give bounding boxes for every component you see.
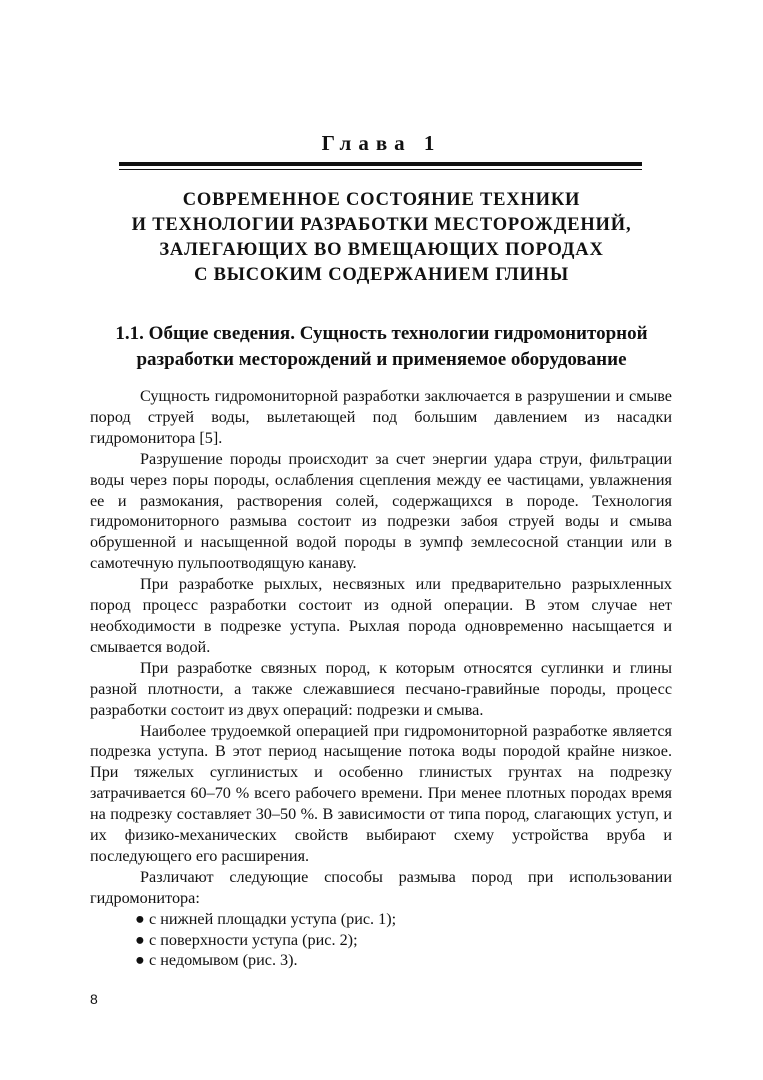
chapter-title-line: С ВЫСОКИМ СОДЕРЖАНИЕМ ГЛИНЫ — [194, 265, 569, 285]
list-item — [90, 950, 672, 971]
chapter-title — [60, 188, 703, 288]
bullet-icon: ● — [135, 930, 145, 949]
paragraph: При разработке связных пород, к которым относятся суглинки и глины разной плотности, а также слежавшиеся песчано-гравийные породы, процесс разработки состоит из двух операций: подрезки и смыва. — [90, 658, 672, 719]
body-text — [90, 386, 672, 971]
chapter-title-line: И ТЕХНОЛОГИИ РАЗРАБОТКИ МЕСТОРОЖДЕНИЙ, — [131, 215, 632, 235]
bullet-icon: ● — [135, 951, 145, 970]
list-item-text: с нижней площадки уступа (рис. 1); — [149, 909, 397, 928]
paragraph: При разработке рыхлых, несвязных или предварительно разрыхленных пород процесс разработки состоит из одной операции. В этом случае нет необходимости в подрезке уступа. Рыхлая порода одновременно насыщается и смывается водой. — [90, 575, 672, 656]
page-number: 8 — [90, 991, 98, 1007]
section-title-line: разработки месторождений и применяемое оборудование — [136, 349, 627, 370]
paragraph: Наиболее трудоемкой операцией при гидромониторной разработке является подрезка уступа. В этот период насыщение потока воды породой крайне низкое. При тяжелых суглинистых и особенно глинистых грунтах на подрезку затрачивается 60–70 % всего рабочего времени. При менее плотных породах время на подрезку составляет 30–50 %. В зависимости от типа пород, слагающих уступ, и их физико-механических свойств выбирают схему устройства вруба и последующего его расширения. — [90, 721, 672, 865]
bullet-icon: ● — [135, 909, 145, 928]
section-title — [60, 321, 703, 373]
list-item-text: с поверхности уступа (рис. 2); — [149, 930, 358, 949]
chapter-rule-thin — [119, 169, 642, 170]
chapter-label: Глава 1 — [321, 131, 442, 155]
paragraph: Разрушение породы происходит за счет энергии удара струи, фильтрации воды через поры породы, ослабления сцепления между ее частицами, увлажнения ее и размокания, растворения солей, содержащихся в породе. Технология гидромониторного размыва состоит из подрезки забоя струей воды и смыва обрушенной и насыщенной водой породы в зумпф землесосной станции или в самотечную пульпоотводящую канаву. — [90, 449, 672, 573]
section-title-line: 1.1. Общие сведения. Сущность технологии гидромониторной — [115, 323, 648, 344]
list-item-text: с недомывом (рис. 3). — [149, 951, 298, 970]
chapter-rule-thick — [119, 162, 642, 166]
paragraph: Сущность гидромониторной разработки заключается в разрушении и смыве пород струей воды, вылетающей под большим давлением из насадки гидромонитора [5]. — [90, 387, 672, 447]
chapter-title-line: СОВРЕМЕННОЕ СОСТОЯНИЕ ТЕХНИКИ — [182, 190, 581, 210]
bullet-list — [90, 909, 672, 972]
paragraph: Различают следующие способы размыва пород при использовании гидромонитора: — [90, 867, 672, 907]
list-item — [90, 930, 672, 951]
chapter-title-line: ЗАЛЕГАЮЩИХ ВО ВМЕЩАЮЩИХ ПОРОДАХ — [159, 240, 604, 260]
list-item — [90, 909, 672, 930]
